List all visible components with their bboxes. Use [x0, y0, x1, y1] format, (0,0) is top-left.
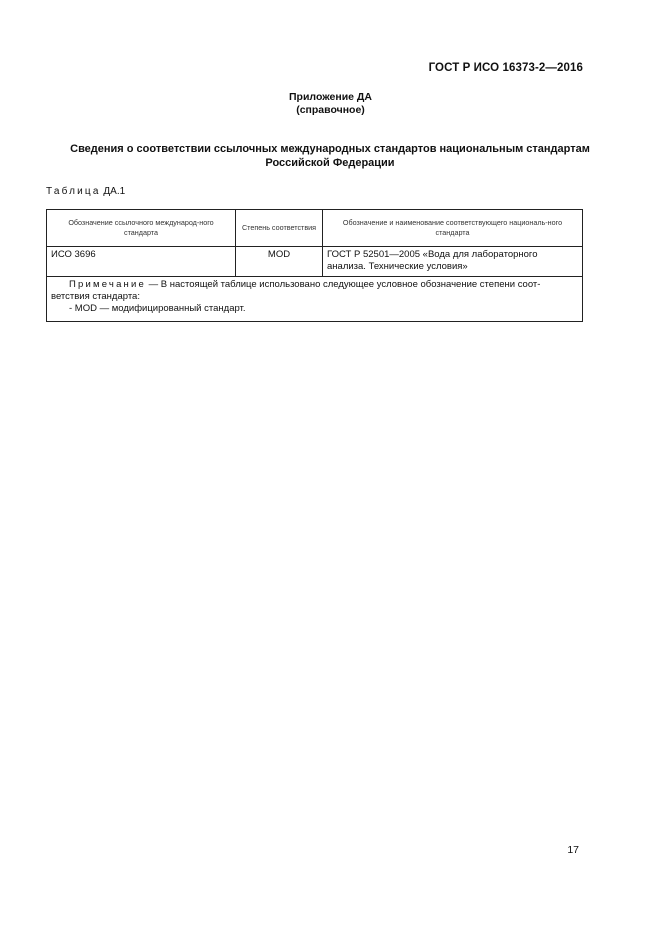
table-caption-number: ДА.1 [103, 186, 126, 197]
cell-national-standard: ГОСТ Р 52501—2005 «Вода для лабораторного анализа. Технические условия» [323, 247, 583, 277]
table-note-row [47, 277, 583, 322]
table-caption-word: Таблица [46, 186, 101, 197]
cell-degree: MOD [236, 247, 323, 277]
table-header-row [47, 210, 583, 247]
page-number: 17 [567, 844, 579, 856]
annex-title: Приложение ДА [289, 91, 372, 103]
note-item: - MOD — модифицированный стандарт. [69, 303, 246, 314]
section-title-line-2: Российской Федерации [265, 157, 395, 169]
standards-table [46, 209, 583, 322]
table-caption [46, 186, 125, 197]
section-title [40, 142, 620, 170]
header-ref-standard: Обозначение ссылочного международ-ного стандарта [47, 210, 236, 247]
header-degree: Степень соответствия [236, 210, 323, 247]
annex-subtitle: (справочное) [296, 104, 365, 116]
note-text: — В настоящей таблице использовано следующее условное обозначение степени соот-ветствия стандарта: [51, 279, 541, 302]
annex-heading [0, 91, 661, 117]
header-national-standard: Обозначение и наименование соответствующего националь-ного стандарта [323, 210, 583, 247]
table-note [47, 277, 583, 322]
document-code: ГОСТ Р ИСО 16373-2—2016 [428, 62, 583, 74]
table-row [47, 247, 583, 277]
cell-ref-standard: ИСО 3696 [47, 247, 236, 277]
section-title-line-1: Сведения о соответствии ссылочных международных стандартов национальным стандартам [70, 143, 590, 155]
note-label: Примечание [69, 279, 146, 290]
